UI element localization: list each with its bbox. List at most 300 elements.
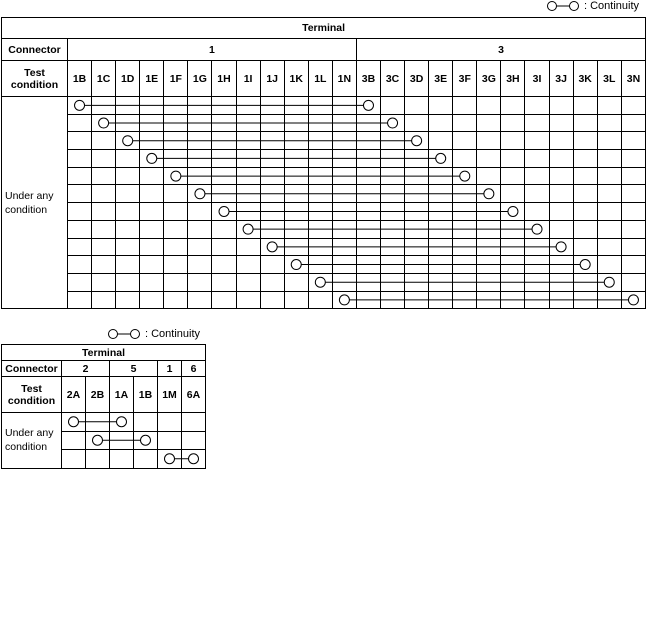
table-row [2,256,646,274]
grid-cell [597,273,621,291]
grid-cell [140,203,164,221]
grid-cell [158,413,182,432]
grid-cell [549,132,573,150]
grid-cell [188,238,212,256]
grid-cell [429,150,453,168]
grid-cell [332,185,356,203]
grid-cell [381,291,405,309]
grid-cell [356,150,380,168]
grid-cell [405,256,429,274]
table-row [2,114,646,132]
grid-cell [597,150,621,168]
grid-cell [182,431,206,450]
grid-cell [284,185,308,203]
grid-cell [68,97,92,115]
connector-cell: 2 [62,361,110,377]
terminal-header: Terminal [2,345,206,361]
grid-cell [573,185,597,203]
grid-cell [549,256,573,274]
grid-cell [477,185,501,203]
grid-cell [405,185,429,203]
grid-cell [68,203,92,221]
grid-cell [477,150,501,168]
terminal-cell: 3B [356,61,380,97]
grid-cell [621,291,645,309]
connector-cell: 1 [158,361,182,377]
table-row [2,97,646,115]
grid-cell [164,114,188,132]
grid-cell [356,167,380,185]
grid-cell [212,291,236,309]
terminal-cell: 1K [284,61,308,97]
grid-cell [284,114,308,132]
grid-cell [260,203,284,221]
grid-cell [453,203,477,221]
grid-cell [164,132,188,150]
continuity-legend-top [546,0,639,12]
connector-label: Connector [2,361,62,377]
grid-cell [92,256,116,274]
grid-cell [260,167,284,185]
grid-cell [453,132,477,150]
grid-cell [212,273,236,291]
terminal-cell: 2A [62,377,86,413]
grid-cell [597,203,621,221]
grid-cell [597,167,621,185]
grid-cell [308,256,332,274]
grid-cell [525,97,549,115]
grid-cell [212,220,236,238]
grid-cell [140,220,164,238]
grid-cell [212,256,236,274]
grid-cell [381,185,405,203]
grid-cell [92,185,116,203]
grid-cell [116,132,140,150]
grid-cell [621,238,645,256]
grid-cell [356,114,380,132]
grid-cell [525,256,549,274]
grid-cell [308,220,332,238]
grid-cell [549,185,573,203]
grid-cell [405,167,429,185]
grid-cell [188,256,212,274]
terminal-cell: 3D [405,61,429,97]
grid-cell [116,273,140,291]
grid-cell [356,256,380,274]
grid-cell [549,220,573,238]
grid-cell [453,185,477,203]
grid-cell [453,273,477,291]
continuity-table-1 [1,17,646,309]
connector-cell: 3 [356,39,645,61]
grid-cell [477,132,501,150]
grid-cell [597,220,621,238]
connector-label: Connector [2,39,68,61]
grid-cell [501,114,525,132]
terminal-cell: 3N [621,61,645,97]
grid-cell [356,238,380,256]
grid-cell [477,203,501,221]
grid-cell [405,291,429,309]
test-condition-label: Test condition [2,377,62,413]
grid-cell [68,238,92,256]
grid-cell [188,150,212,168]
grid-cell [212,114,236,132]
grid-cell [356,220,380,238]
grid-cell [429,291,453,309]
grid-cell [477,97,501,115]
grid-cell [477,114,501,132]
grid-cell [92,203,116,221]
grid-cell [92,132,116,150]
terminal-cell: 1F [164,61,188,97]
grid-cell [332,203,356,221]
table-row [2,185,646,203]
grid-cell [356,203,380,221]
grid-cell [308,97,332,115]
grid-cell [621,97,645,115]
grid-cell [405,97,429,115]
terminal-cell: 1N [332,61,356,97]
grid-cell [260,150,284,168]
grid-cell [597,132,621,150]
grid-cell [525,238,549,256]
grid-cell [260,132,284,150]
grid-cell [332,220,356,238]
grid-cell [501,150,525,168]
grid-cell [236,203,260,221]
grid-cell [68,114,92,132]
grid-cell [621,167,645,185]
grid-cell [158,431,182,450]
grid-cell [356,185,380,203]
grid-cell [140,291,164,309]
terminal-cell: 3K [573,61,597,97]
grid-cell [62,431,86,450]
grid-cell [164,203,188,221]
grid-cell [236,256,260,274]
grid-cell [356,273,380,291]
grid-cell [429,273,453,291]
grid-cell [212,203,236,221]
grid-cell [332,97,356,115]
terminal-cell: 1L [308,61,332,97]
grid-cell [429,114,453,132]
connector-cell: 1 [68,39,357,61]
grid-cell [429,203,453,221]
table-row [2,291,646,309]
terminal-cell: 6A [182,377,206,413]
terminal-cell: 3G [477,61,501,97]
grid-cell [332,256,356,274]
grid-cell [236,97,260,115]
grid-cell [549,150,573,168]
grid-cell [381,220,405,238]
grid-cell [236,150,260,168]
grid-cell [453,167,477,185]
grid-cell [164,256,188,274]
terminal-cell: 1E [140,61,164,97]
grid-cell [92,220,116,238]
terminal-cell: 1H [212,61,236,97]
grid-cell [284,238,308,256]
grid-cell [260,273,284,291]
grid-cell [525,114,549,132]
grid-cell [140,97,164,115]
grid-cell [110,413,134,432]
grid-cell [86,413,110,432]
grid-cell [116,256,140,274]
grid-cell [68,273,92,291]
grid-cell [573,220,597,238]
grid-cell [68,132,92,150]
grid-cell [621,114,645,132]
grid-cell [116,203,140,221]
grid-cell [260,256,284,274]
grid-cell [260,291,284,309]
grid-cell [260,220,284,238]
continuity-table-2 [1,344,206,469]
grid-cell [92,114,116,132]
grid-cell [332,167,356,185]
grid-cell [525,220,549,238]
grid-cell [212,185,236,203]
grid-cell [381,114,405,132]
grid-cell [140,256,164,274]
grid-cell [188,167,212,185]
terminal-cell: 3E [429,61,453,97]
grid-cell [573,167,597,185]
grid-cell [188,185,212,203]
grid-cell [381,97,405,115]
grid-cell [164,291,188,309]
grid-cell [453,114,477,132]
grid-cell [405,203,429,221]
connector-cell: 5 [110,361,158,377]
terminal-cell: 2B [86,377,110,413]
terminal-cell: 1I [236,61,260,97]
terminal-cell: 1J [260,61,284,97]
grid-cell [284,132,308,150]
grid-cell [477,220,501,238]
grid-cell [573,291,597,309]
table-row [2,167,646,185]
grid-cell [188,97,212,115]
terminal-cell: 1D [116,61,140,97]
grid-cell [429,256,453,274]
grid-cell [284,220,308,238]
grid-cell [92,238,116,256]
terminal-cell: 1C [92,61,116,97]
grid-cell [381,167,405,185]
grid-cell [501,291,525,309]
table-row [2,413,206,432]
grid-cell [116,238,140,256]
table-row [2,203,646,221]
grid-cell [110,450,134,469]
grid-cell [260,97,284,115]
grid-cell [284,167,308,185]
grid-cell [134,413,158,432]
terminal-cell: 1M [158,377,182,413]
grid-cell [332,114,356,132]
connector-cell: 6 [182,361,206,377]
grid-cell [597,291,621,309]
grid-cell [453,291,477,309]
grid-cell [68,291,92,309]
grid-cell [116,114,140,132]
grid-cell [501,273,525,291]
grid-cell [188,220,212,238]
grid-cell [477,238,501,256]
grid-cell [501,220,525,238]
grid-cell [573,114,597,132]
terminal-cell: 3L [597,61,621,97]
grid-cell [453,150,477,168]
grid-cell [597,114,621,132]
grid-cell [308,167,332,185]
grid-cell [332,291,356,309]
grid-cell [525,185,549,203]
grid-cell [597,238,621,256]
grid-cell [621,150,645,168]
grid-cell [134,431,158,450]
grid-cell [332,132,356,150]
grid-cell [525,291,549,309]
grid-cell [573,97,597,115]
grid-cell [188,273,212,291]
terminal-cell: 1B [68,61,92,97]
grid-cell [453,97,477,115]
grid-cell [188,114,212,132]
grid-cell [621,256,645,274]
grid-cell [429,238,453,256]
grid-cell [182,450,206,469]
grid-cell [92,291,116,309]
grid-cell [356,291,380,309]
grid-cell [140,114,164,132]
terminal-cell: 1B [134,377,158,413]
grid-cell [525,273,549,291]
legend-text: : Continuity [584,0,640,12]
condition-cell: Under any condition [2,413,62,469]
table-row [2,132,646,150]
grid-cell [429,132,453,150]
grid-cell [140,150,164,168]
grid-cell [549,114,573,132]
grid-cell [405,114,429,132]
grid-cell [116,291,140,309]
grid-cell [68,150,92,168]
grid-cell [164,273,188,291]
grid-cell [597,97,621,115]
grid-cell [236,132,260,150]
grid-cell [308,114,332,132]
grid-cell [116,167,140,185]
grid-cell [140,132,164,150]
grid-cell [188,132,212,150]
grid-cell [381,238,405,256]
grid-cell [308,203,332,221]
grid-cell [140,238,164,256]
grid-cell [86,450,110,469]
grid-cell [621,132,645,150]
grid-cell [477,167,501,185]
grid-cell [621,203,645,221]
grid-cell [477,256,501,274]
grid-cell [381,256,405,274]
grid-cell [284,150,308,168]
grid-cell [501,256,525,274]
terminal-cell: 3J [549,61,573,97]
grid-cell [164,220,188,238]
grid-cell [140,167,164,185]
grid-cell [164,150,188,168]
grid-cell [501,132,525,150]
grid-cell [140,273,164,291]
grid-cell [164,167,188,185]
grid-cell [332,273,356,291]
grid-cell [260,238,284,256]
grid-cell [116,97,140,115]
grid-cell [212,97,236,115]
grid-cell [236,114,260,132]
grid-cell [549,97,573,115]
grid-cell [573,150,597,168]
grid-cell [405,132,429,150]
grid-cell [381,203,405,221]
grid-cell [308,291,332,309]
grid-cell [236,291,260,309]
grid-cell [453,238,477,256]
grid-cell [597,185,621,203]
grid-cell [260,114,284,132]
grid-cell [501,185,525,203]
terminal-cell: 1A [110,377,134,413]
grid-cell [92,273,116,291]
grid-cell [573,273,597,291]
grid-cell [381,132,405,150]
grid-cell [501,97,525,115]
grid-cell [549,273,573,291]
grid-cell [453,256,477,274]
grid-cell [116,185,140,203]
grid-cell [284,203,308,221]
grid-cell [549,238,573,256]
grid-cell [573,132,597,150]
grid-cell [212,132,236,150]
grid-cell [573,238,597,256]
grid-cell [621,273,645,291]
terminal-cell: 3F [453,61,477,97]
grid-cell [525,150,549,168]
grid-cell [621,220,645,238]
table-row [2,238,646,256]
grid-cell [501,167,525,185]
grid-cell [477,291,501,309]
grid-cell [92,97,116,115]
grid-cell [92,167,116,185]
grid-cell [308,273,332,291]
grid-cell [212,238,236,256]
terminal-header: Terminal [2,18,646,39]
grid-cell [116,220,140,238]
grid-cell [68,256,92,274]
grid-cell [381,273,405,291]
grid-cell [405,238,429,256]
legend-text: : Continuity [145,328,201,340]
grid-cell [188,291,212,309]
